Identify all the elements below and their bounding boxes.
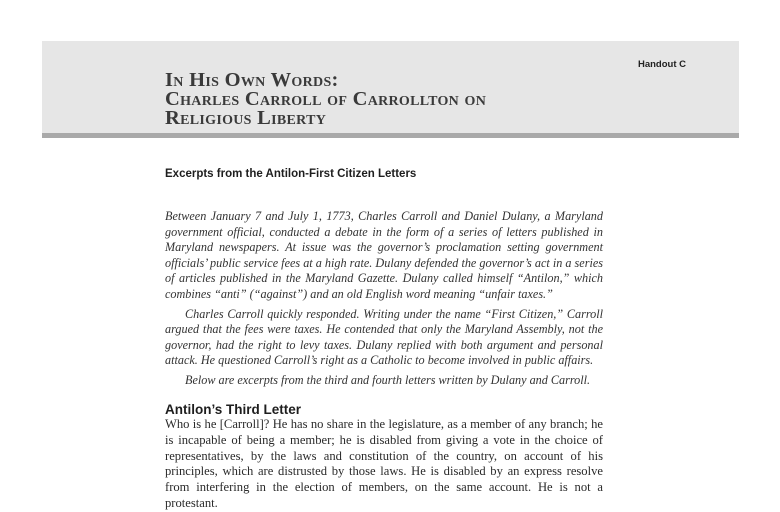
section-heading: Excerpts from the Antilon-First Citizen Letters bbox=[165, 168, 417, 180]
title-line: Charles Carroll of Carrollton on bbox=[165, 88, 487, 110]
letter-heading: Antilon’s Third Letter bbox=[165, 402, 301, 417]
page-title bbox=[165, 71, 685, 128]
title-line: In His Own Words: bbox=[165, 69, 339, 91]
intro-paragraph: Charles Carroll quickly responded. Writing under the name “First Citizen,” Carroll argued that the fees were taxes. He contended that only the Maryland Assembly, not the governor, had the right to levy taxes. Dulany replied with both argument and personal attack. He questioned Carroll’s right as a Catholic to become involved in public affairs. bbox=[165, 306, 603, 368]
handout-label: Handout C bbox=[637, 59, 686, 70]
intro-paragraph: Between January 7 and July 1, 1773, Charles Carroll and Daniel Dulany, a Maryland government official, conducted a debate in the form of a series of letters published in Maryland newspapers. At issue was the governor’s proclamation setting government officials’ public service fees at a high rate. Dulany defended the governor’s act in a series of articles published in the Maryland Gazette. Dulany called himself “Antilon,” which combines “anti” (“against”) and an old English word meaning “unfair taxes.” bbox=[165, 209, 603, 301]
letter-body: Who is he [Carroll]? He has no share in the legislature, as a member of any branch; he is incapable of being a member; he is disabled from giving a vote in the choice of representatives, by the laws and constitution of the country, on account of his principles, which are distrusted by those laws. He is disabled by an express resolve from interfering in the election of members, on the same account. He is not a protestant. bbox=[165, 417, 603, 510]
title-line: Religious Liberty bbox=[165, 107, 327, 129]
intro-text bbox=[165, 209, 603, 393]
intro-paragraph: Below are excerpts from the third and fourth letters written by Dulany and Carroll. bbox=[185, 372, 591, 387]
header-divider bbox=[42, 133, 739, 138]
